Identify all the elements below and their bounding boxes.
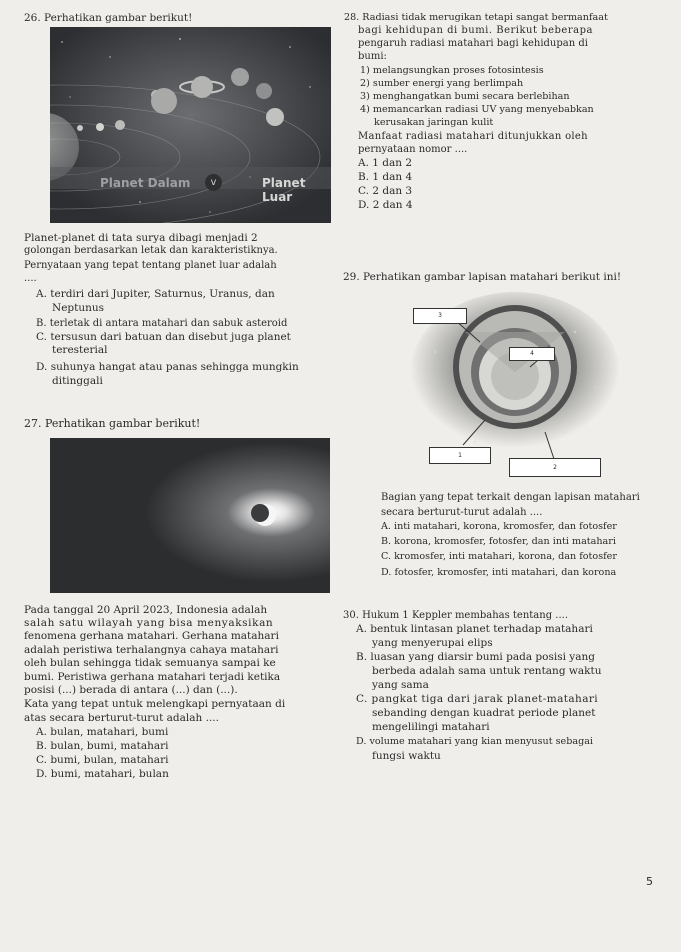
q29-option-a[interactable]: A. inti matahari, korona, kromosfer, dan fotosfer <box>381 521 617 532</box>
q28-title: 28. Radiasi tidak merugikan tetapi sangat bermanfaat <box>344 12 608 23</box>
q29-stem-1: Bagian yang tepat terkait dengan lapisan matahari <box>381 492 640 503</box>
q30-option-b-cont-2: yang sama <box>372 679 429 691</box>
layer-label-1: 1 <box>429 447 491 464</box>
page-number: 5 <box>646 875 653 888</box>
q28-stem-2: pengaruh radiasi matahari bagi kehidupan di <box>358 38 588 49</box>
solar-eclipse-illustration <box>50 438 330 593</box>
q26-option-d-cont: ditinggali <box>52 375 103 387</box>
q28-stem-3: bumi: <box>358 51 387 62</box>
q26-title: 26. Perhatikan gambar berikut! <box>24 12 193 24</box>
q30-option-a[interactable]: A. bentuk lintasan planet terhadap matahari <box>356 623 593 635</box>
q26-stem-4: .... <box>24 273 37 284</box>
q28-option-d[interactable]: D. 2 dan 4 <box>358 199 413 211</box>
q30-title: 30. Hukum 1 Keppler membahas tentang .... <box>343 610 568 621</box>
q29-option-c[interactable]: C. kromosfer, inti matahari, korona, dan fotosfer <box>381 551 617 562</box>
q30-option-d-cont: fungsi waktu <box>372 750 441 762</box>
q27-title: 27. Perhatikan gambar berikut! <box>24 417 201 430</box>
q26-option-b[interactable]: B. terletak di antara matahari dan sabuk asteroid <box>36 318 288 329</box>
divider-badge: v <box>205 174 222 191</box>
q29-stem-2: secara berturut-turut adalah .... <box>381 507 543 518</box>
q28-item-2: 2) sumber energi yang berlimpah <box>360 78 524 89</box>
q27-stem-5: oleh bulan sehingga tidak semuanya sampai ke <box>24 657 276 669</box>
layer-label-2: 2 <box>509 458 601 477</box>
q28-question-1: Manfaat radiasi matahari ditunjukkan oleh <box>358 131 588 142</box>
q30-option-d[interactable]: D. volume matahari yang kian menyusut sebagai <box>356 736 594 747</box>
q30-option-c[interactable]: C. pangkat tiga dari jarak planet-matahari <box>356 693 599 705</box>
q26-stem-3: Pernyataan yang tepat tentang planet luar adalah <box>24 260 277 271</box>
q30-option-c-cont-2: mengelilingi matahari <box>372 721 490 733</box>
q29-option-d[interactable]: D. fotosfer, kromosfer, inti matahari, dan korona <box>381 567 617 578</box>
q26-option-a-cont: Neptunus <box>52 302 105 314</box>
sun-layers-diagram <box>395 292 635 482</box>
solar-system-image <box>50 27 331 223</box>
q27-stem-9: atas secara berturut-turut adalah .... <box>24 712 219 724</box>
q30-option-a-cont: yang menyerupai elips <box>372 637 493 649</box>
outer-planet-label: Planet Luar <box>262 176 306 204</box>
q30-option-b-cont-1: berbeda adalah sama untuk rentang waktu <box>372 665 602 677</box>
q28-item-4: 4) memancarkan radiasi UV yang menyebabkan <box>360 104 594 115</box>
q29-title: 29. Perhatikan gambar lapisan matahari berikut ini! <box>343 271 622 283</box>
q27-stem-7: posisi (...) berada di antara (...) dan (...). <box>24 684 238 696</box>
q26-option-d[interactable]: D. suhunya hangat atau panas sehingga mungkin <box>36 361 299 373</box>
q27-option-b[interactable]: B. bulan, bumi, matahari <box>36 740 169 752</box>
q30-option-b[interactable]: B. luasan yang diarsir bumi pada posisi yang <box>356 651 595 663</box>
inner-planet-label: Planet Dalam <box>100 176 191 190</box>
q26-stem-1: Planet-planet di tata surya dibagi menjadi 2 <box>24 232 258 244</box>
q28-stem-1: bagi kehidupan di bumi. Berikut beberapa <box>358 25 593 36</box>
layer-label-4: 4 <box>509 347 555 361</box>
q28-item-1: 1) melangsungkan proses fotosintesis <box>360 65 544 76</box>
q28-option-b[interactable]: B. 1 dan 4 <box>358 171 413 183</box>
q26-option-c-cont: teresterial <box>52 344 108 356</box>
q27-stem-1: Pada tanggal 20 April 2023, Indonesia adalah <box>24 604 268 616</box>
q28-item-3: 3) menghangatkan bumi secara berlebihan <box>360 91 570 102</box>
layer-label-3: 3 <box>413 308 467 324</box>
q27-stem-4: adalah peristiwa terhalangnya cahaya matahari <box>24 644 279 656</box>
q27-option-c[interactable]: C. bumi, bulan, matahari <box>36 754 169 766</box>
q27-stem-2: salah satu wilayah yang bisa menyaksikan <box>24 617 274 629</box>
q29-option-b[interactable]: B. korona, kromosfer, fotosfer, dan inti matahari <box>381 536 616 547</box>
q28-option-c[interactable]: C. 2 dan 3 <box>358 185 413 197</box>
q28-item-4-cont: kerusakan jaringan kulit <box>374 117 494 128</box>
q26-stem-2: golongan berdasarkan letak dan karakteristiknya. <box>24 245 278 256</box>
q28-question-2: pernyataan nomor .... <box>358 144 468 155</box>
q28-option-a[interactable]: A. 1 dan 2 <box>358 157 413 169</box>
eclipse-image <box>50 438 330 593</box>
q30-option-c-cont-1: sebanding dengan kuadrat periode planet <box>372 707 596 719</box>
q27-stem-8: Kata yang tepat untuk melengkapi pernyataan di <box>24 698 286 710</box>
q27-option-a[interactable]: A. bulan, matahari, bumi <box>36 726 169 738</box>
q27-option-d[interactable]: D. bumi, matahari, bulan <box>36 768 169 780</box>
q27-stem-6: bumi. Peristiwa gerhana matahari terjadi ketika <box>24 671 281 683</box>
q26-option-a[interactable]: A. terdiri dari Jupiter, Saturnus, Uranus, dan <box>36 288 275 300</box>
q27-stem-3: fenomena gerhana matahari. Gerhana matahari <box>24 630 279 642</box>
q26-option-c[interactable]: C. tersusun dari batuan dan disebut juga planet <box>36 331 291 343</box>
